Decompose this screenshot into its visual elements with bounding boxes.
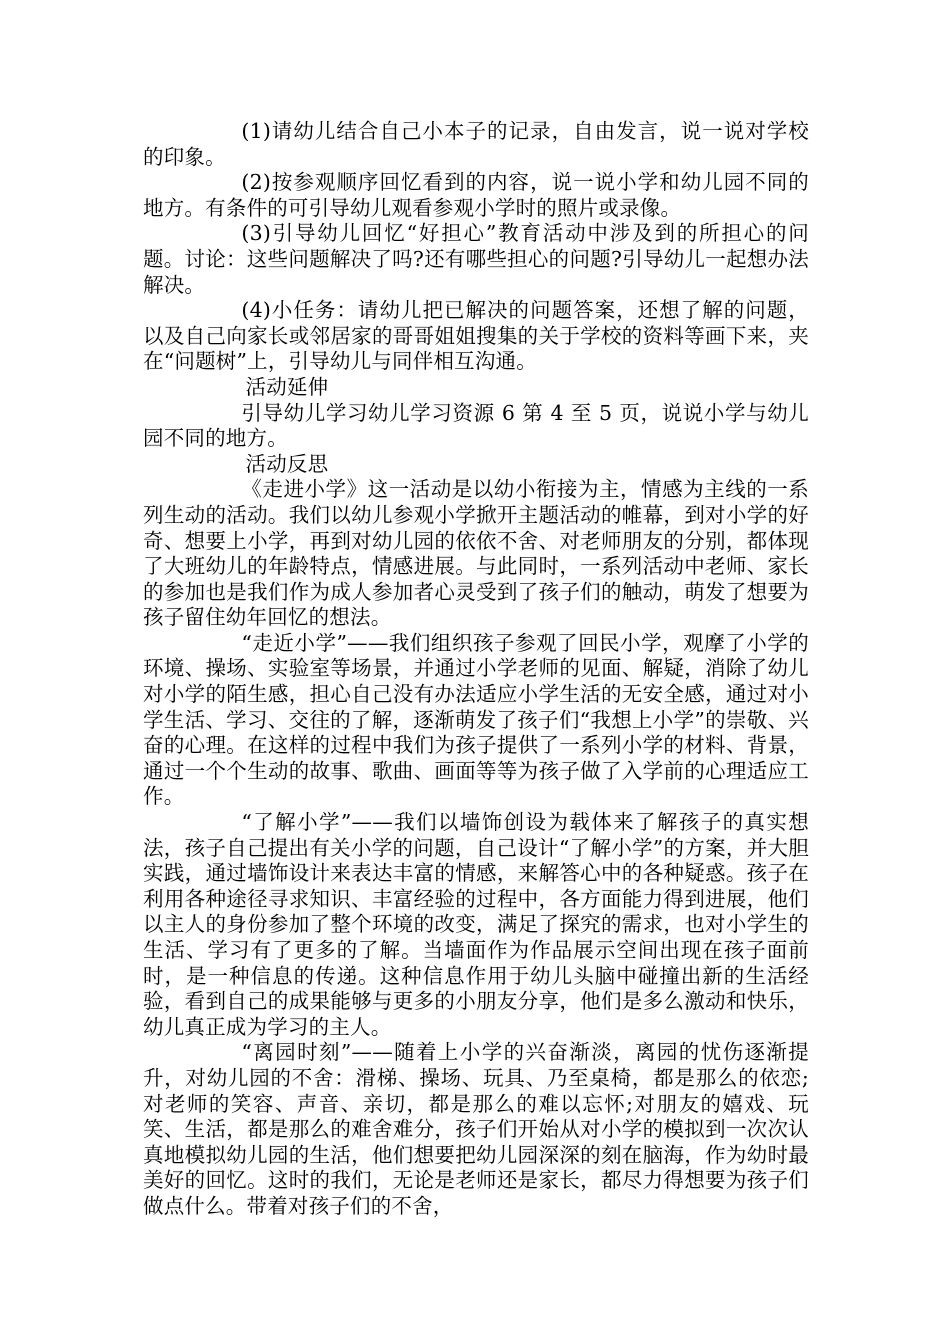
paragraph-task-1: (1)请幼儿结合自己小本子的记录，自由发言，说一说对学校的印象。	[143, 119, 809, 169]
paragraph-leaving-time: “离园时刻”——随着上小学的兴奋渐淡，离园的忧伤逐渐提升，对幼儿园的不舍：滑梯、操场、玩具、乃至桌椅，都是那么的依恋;对老师的笑容、声音、亲切，都是那么的难以忘怀;对朋友的嬉戏、玩笑、生活，都是那么的难舍难分，孩子们开始从对小学的模拟到一次次认真地模拟幼儿园的生活，他们想要把幼儿园深深的刻在脑海，作为幼时最美好的回忆。这时的我们，无论是老师还是家长，都尽力得想要为孩子们做点什么。带着对孩子们的不舍，	[143, 1040, 809, 1218]
paragraph-extension: 引导幼儿学习幼儿学习资源 6 第 4 至 5 页，说说小学与幼儿园不同的地方。	[143, 400, 809, 451]
paragraph-task-4: (4)小任务：请幼儿把已解决的问题答案，还想了解的问题，以及自己向家长或邻居家的哥哥姐姐搜集的关于学校的资料等画下来，夹在“问题树”上，引导幼儿与同伴相互沟通。	[143, 298, 809, 374]
paragraph-task-3: (3)引导幼儿回忆“好担心”教育活动中涉及到的所担心的问题。讨论：这些问题解决了吗?还有哪些担心的问题?引导幼儿一起想办法解决。	[143, 221, 809, 297]
section-heading-reflection: 活动反思	[245, 451, 329, 476]
section-heading-extension: 活动延伸	[245, 374, 329, 399]
paragraph-task-2: (2)按参观顺序回忆看到的内容，说一说小学和幼儿园不同的地方。有条件的可引导幼儿观看参观小学时的照片或录像。	[143, 170, 809, 220]
document-body	[143, 119, 809, 1220]
paragraph-reflection-intro: 《走进小学》这一活动是以幼小衔接为主，情感为主线的一系列生动的活动。我们以幼儿参观小学掀开主题活动的帷幕，到对小学的好奇、想要上小学，再到对幼儿园的依依不舍、对老师朋友的分别，都体现了大班幼儿的年龄特点，情感进展。与此同时，一系列活动中老师、家长的参加也是我们作为成人参加者心灵受到了孩子们的触动，萌发了想要为孩子留住幼年回忆的想法。	[143, 477, 809, 630]
paragraph-approach-school: “走近小学”——我们组织孩子参观了回民小学，观摩了小学的环境、操场、实验室等场景，并通过小学老师的见面、解疑，消除了幼儿对小学的陌生感，担心自己没有办法适应小学生活的无安全感，通过对小学生活、学习、交往的了解，逐渐萌发了孩子们“我想上小学”的崇敬、兴奋的心理。在这样的过程中我们为孩子提供了一系列小学的材料、背景，通过一个个生动的故事、歌曲、画面等等为孩子做了入学前的心理适应工作。	[143, 630, 809, 809]
paragraph-understand-school: “了解小学”——我们以墙饰创设为载体来了解孩子的真实想法，孩子自己提出有关小学的问题，自己设计“了解小学”的方案，并大胆实践，通过墙饰设计来表达丰富的情感，来解答心中的各种疑惑。孩子在利用各种途径寻求知识、丰富经验的过程中，各方面能力得到进展，他们以主人的身份参加了整个环境的改变，满足了探究的需求，也对小学生的生活、学习有了更多的了解。当墙面作为作品展示空间出现在孩子面前时，是一种信息的传递。这种信息作用于幼儿头脑中碰撞出新的生活经验，看到自己的成果能够与更多的小朋友分享，他们是多么激动和快乐，幼儿真正成为学习的主人。	[143, 810, 809, 1039]
